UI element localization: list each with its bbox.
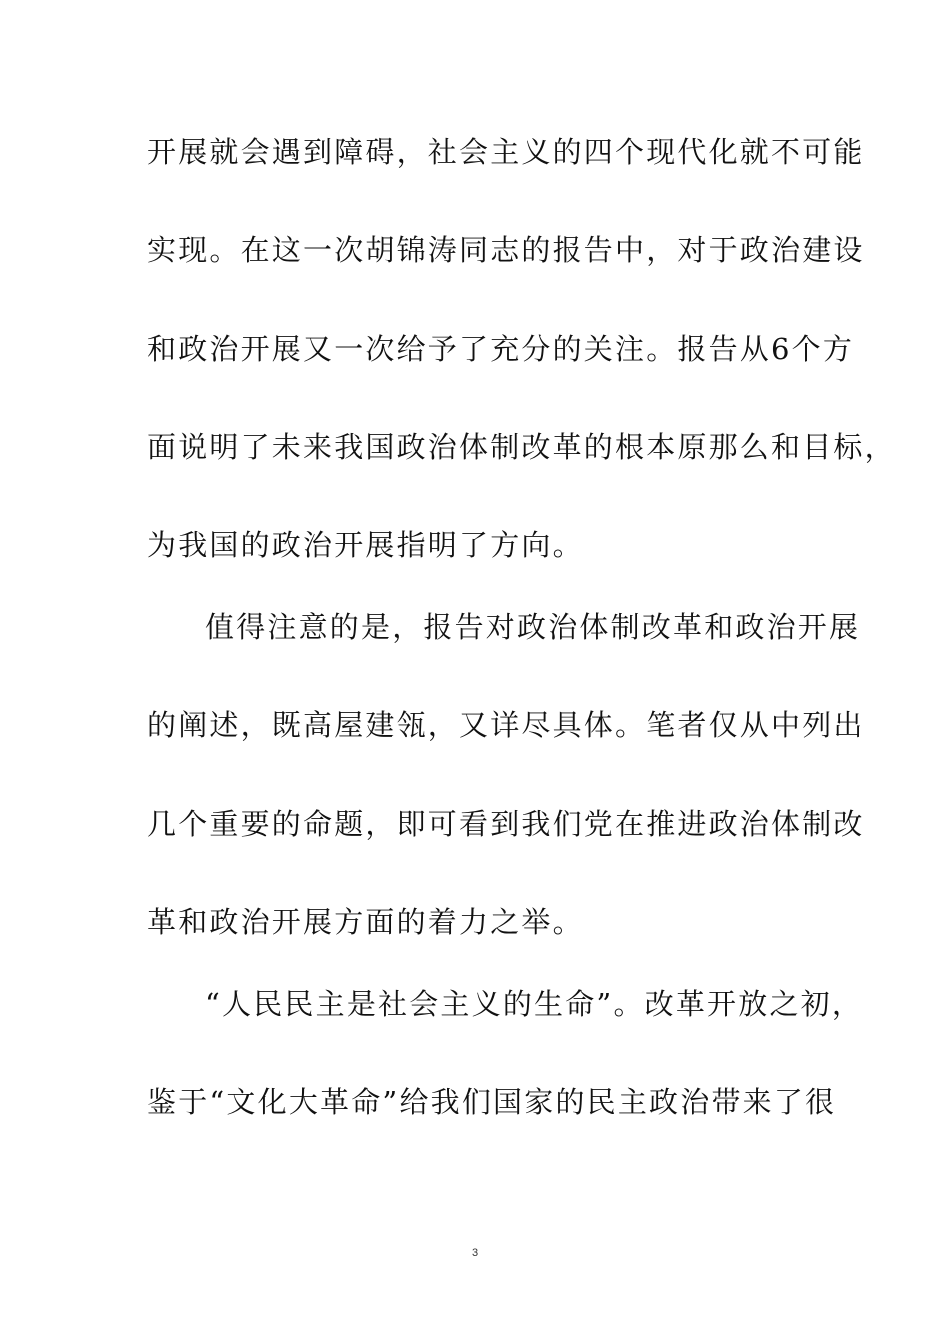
page-number: 3 bbox=[471, 1247, 479, 1259]
body-text-line: 的阐述，既高屋建瓴，又详尽具体。笔者仅从中列出 bbox=[147, 708, 865, 742]
body-text-line: 革和政治开展方面的着力之举。 bbox=[147, 905, 584, 939]
body-text-line: 几个重要的命题，即可看到我们党在推进政治体制改 bbox=[147, 807, 865, 841]
body-text-line: 面说明了未来我国政治体制改革的根本原那么和目标， bbox=[147, 430, 896, 464]
paragraph-start-line: 值得注意的是，报告对政治体制改革和政治开展 bbox=[205, 610, 861, 644]
paragraph-start-line: “人民民主是社会主义的生命”。改革开放之初， bbox=[205, 987, 864, 1021]
body-text-line: 和政治开展又一次给予了充分的关注。报告从6个方 bbox=[147, 332, 855, 366]
body-text-line: 鉴于“文化大革命”给我们国家的民主政治带来了很 bbox=[147, 1085, 837, 1119]
body-text-line: 为我国的政治开展指明了方向。 bbox=[147, 528, 584, 562]
body-text-line: 开展就会遇到障碍，社会主义的四个现代化就不可能 bbox=[147, 135, 865, 169]
body-text-line: 实现。在这一次胡锦涛同志的报告中，对于政治建设 bbox=[147, 233, 865, 267]
